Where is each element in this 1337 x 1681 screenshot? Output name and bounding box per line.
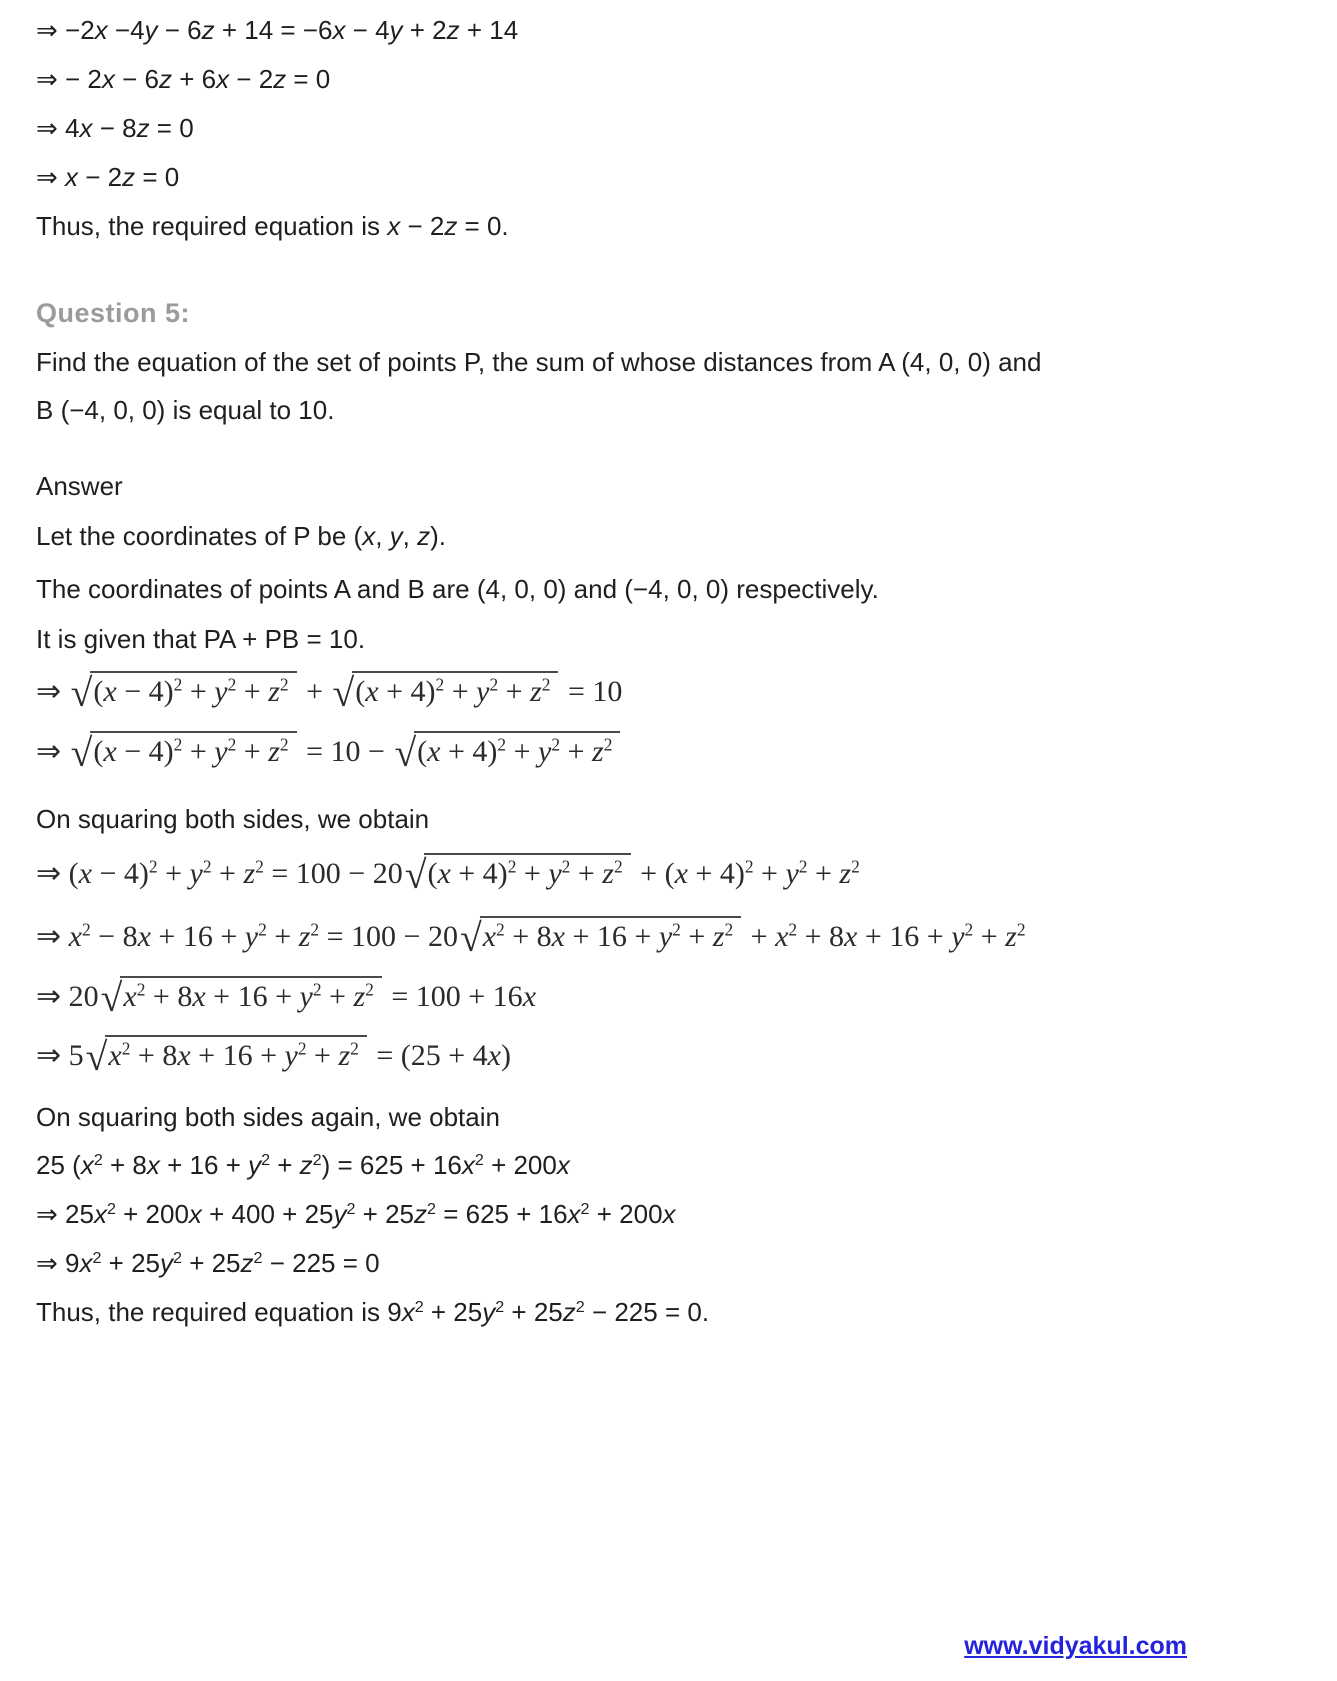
final-expansion-1: 25 $(x^2 + 8x + 16 + y^2 + z^2) = 625 + 16x^2 + 200x$ <box>36 1150 570 1181</box>
equation-expanded: ⇒ $x^2 - 8x + 16 + y^2 + z^2 = 100 - 20√$ $x^2 + 8x + 16 + y^2 + z^2 + x^2 + 8x + 16 + y^2 + z^2$ <box>36 915 1026 960</box>
derivation-step-1: ⇒ −2x −4y − 6z + 14 = −6x − 4y + 2z + 14 <box>36 15 519 45</box>
conclusion-question-5: Thus, the required equation is $9x^2 + 25y^2 + 25z^2 - 225 = 0$. <box>36 1297 710 1328</box>
question-text-line-1: Find the equation of the set of points P, the sum of whose distances from A (4, 0, 0) and <box>36 347 1042 377</box>
footer-website-link[interactable]: www.vidyakul.com <box>964 1632 1187 1660</box>
question-heading: Question 5: <box>36 298 191 328</box>
derivation-step-4: ⇒ x − 2z = 0 <box>36 162 180 192</box>
derivation-step-2: ⇒ − 2x − 6z + 6x − 2z = 0 <box>36 64 331 94</box>
equation-sum-of-roots: ⇒ √ $(x - 4)^2 + y^2 + z^2$ + √ $(x + 4)^2 + y^2 + z^2 = 10$ <box>36 670 623 715</box>
derivation-step-3: ⇒ 4x − 8z = 0 <box>36 113 194 143</box>
statement-coordinates-p: Let the coordinates of P be (x, y, z). <box>36 521 446 551</box>
statement-given-condition: It is given that PA + PB = 10. <box>36 624 366 654</box>
equation-squared: ⇒ $(x - 4)^2 + y^2 + z^2 = 100 - 20√$ $(x + 4)^2 + y^2 + z^2 + (x + 4)^2 + y^2 + z^2$ <box>36 852 860 897</box>
question-text-line-2: B (−4, 0, 0) is equal to 10. <box>36 395 335 425</box>
final-expansion-2: ⇒ $25x^2 + 200x + 400 + 25y^2 + 25z^2 = 625 + 16x^2 + 200x$ <box>36 1199 676 1230</box>
equation-twenty-root: ⇒ 20√ $x^2 + 8x + 16 + y^2 + z^2 = 100 + 16x$ <box>36 975 537 1020</box>
statement-coordinates-ab: The coordinates of points A and B are (4, 0, 0) and (−4, 0, 0) respectively. <box>36 574 879 604</box>
equation-root-isolated: ⇒ √ $(x - 4)^2 + y^2 + z^2 = 10$ − √ $(x + 4)^2 + y^2 + z^2$ <box>36 731 1301 770</box>
answer-label: Answer <box>36 471 123 501</box>
final-expansion-3: ⇒ $9x^2 + 25y^2 + 25z^2 - 225 = 0$ <box>36 1248 380 1279</box>
equation-five-root: ⇒ 5√ $x^2 + 8x + 16 + y^2 + z^2 = (25 + 4x)$ <box>36 1034 511 1079</box>
note-squaring-again: On squaring both sides again, we obtain <box>36 1102 500 1133</box>
note-squaring: On squaring both sides, we obtain <box>36 803 430 834</box>
conclusion-question-4: Thus, the required equation is x − 2z = 0. <box>36 211 509 241</box>
